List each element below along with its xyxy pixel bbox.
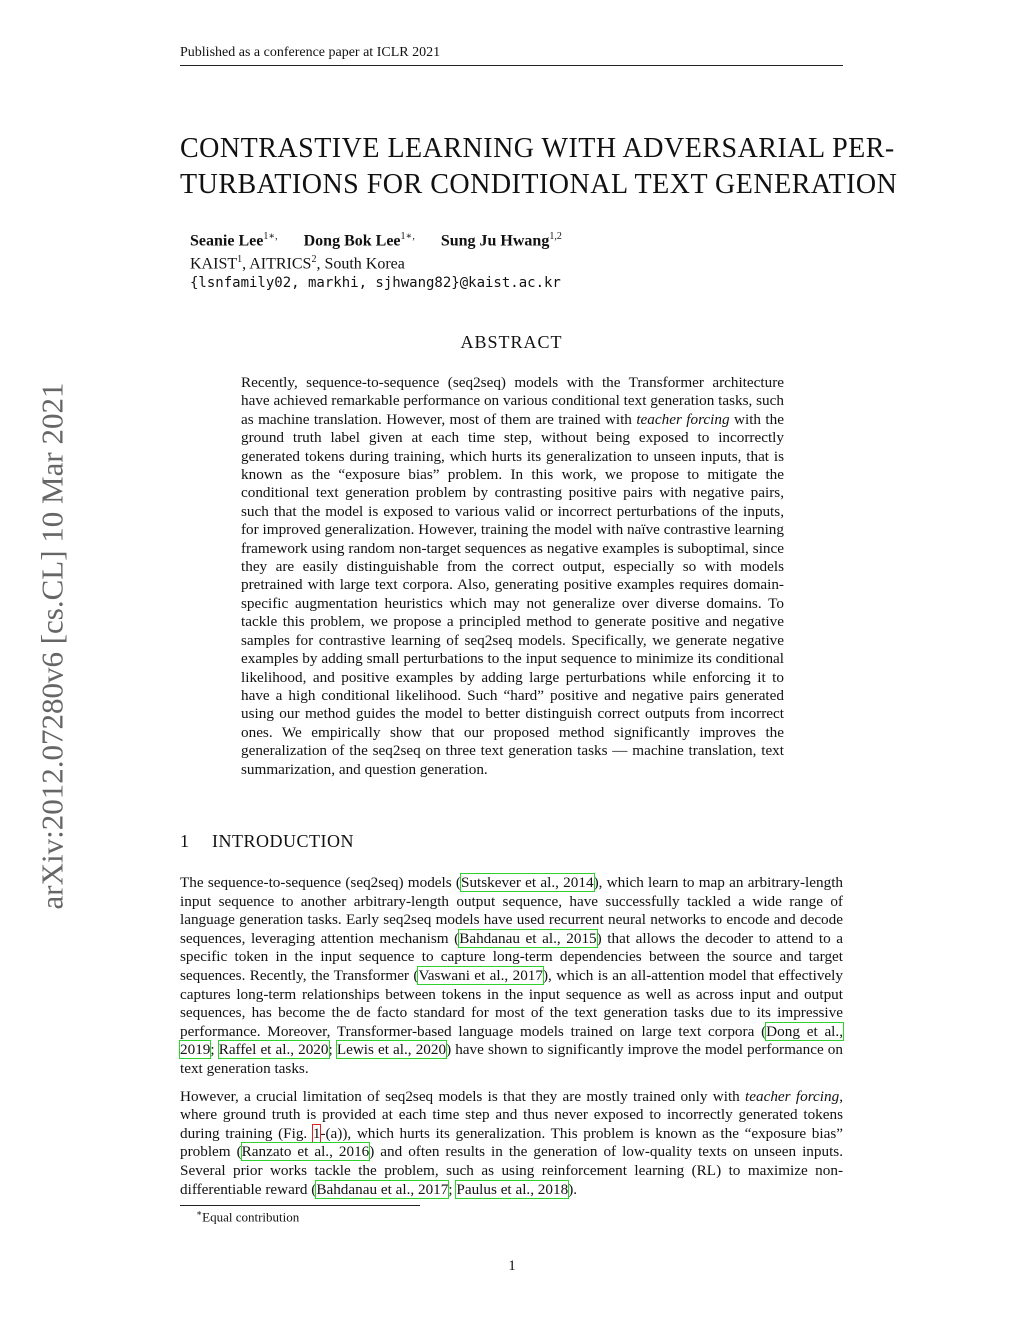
citation-link[interactable]: Bahdanau et al., 2017 xyxy=(316,1180,449,1198)
paragraph xyxy=(180,1088,843,1200)
text-run: , where ground truth is provided at each time step and thus never exposed to incorrectly generated tokens during training (Fig. xyxy=(180,1087,843,1142)
author-name: Dong Bok Lee xyxy=(303,232,401,250)
affiliations xyxy=(190,250,790,273)
author-block xyxy=(190,227,790,293)
author-names xyxy=(190,227,790,250)
affiliation-country: , South Korea xyxy=(316,255,405,273)
section-number: 1 xyxy=(180,831,190,851)
text-run: ), which learn to map an arbitrary-length input sequence to another arbitrary-length output sequence, have successfully tackled a wide range of language generation tasks. Early seq2seq models have used recurrent neural networks to encode and decode sequences, leveraging attention mechanism ( xyxy=(180,874,844,947)
citation-link[interactable]: Bahdanau et al., 2015 xyxy=(459,929,597,947)
page-number: 1 xyxy=(508,1258,516,1274)
author-sup: 1∗, xyxy=(263,231,278,242)
arxiv-identifier-margin xyxy=(32,352,72,940)
abstract-text: with the ground truth label given at each time step, without being exposed to incorrectly generated tokens during training, which hurts its generalization to unseen inputs, that is known as the “exposure bias” problem. In this work, we propose to mitigate the conditional text generation problem by contrasting positive pairs with negative pairs, such that the model is exposed to various valid or incorrect perturbations of the inputs, for improved generalization. However, training the model with naïve contrastive learning framework using random non-target sequences as negative examples is suboptimal, since they are easily distinguishable from the correct output, especially so with models pretrained with large text corpora. Also, generating positive examples requires domain-specific augmentation heuristics which may not generalize over diverse domains. To tackle this problem, we propose a principled method to generate positive and negative samples for contrastive learning of seq2seq models. Specifically, we generate negative examples by adding small perturbations to the input sequence to minimize its conditional likelihood, and positive examples by adding large perturbations while enforcing it to have a high conditional likelihood. Such “hard” positive and negative pairs generated using our method guides the model to better distinguish correct outputs from incorrect ones. We empirically show that our proposed method significantly improves the generalization of the seq2seq on three text generation tasks — machine translation, text summarization, and question generation. xyxy=(241,410,784,778)
footnote-divider xyxy=(180,1205,420,1206)
author-sup: 1∗, xyxy=(400,231,415,242)
running-head: Published as a conference paper at ICLR 2021 xyxy=(180,45,843,66)
text-run: ). xyxy=(568,1180,578,1198)
text-run: ), which is an all-attention model that effectively captures long-term relationships between tokens in the input sequence as well as across input and output sequences, has become the de facto standard for most of the text generation tasks due to its impressive performance. Moreover, Transformer-based language models trained on large text corpora ( xyxy=(180,966,843,1040)
paragraph xyxy=(180,874,843,1079)
footnote-text: Equal contribution xyxy=(202,1209,300,1225)
footnote-marker: ∗ xyxy=(196,1208,203,1218)
citation-link[interactable]: Ranzato et al., 2016 xyxy=(241,1143,370,1161)
author-name: Seanie Lee xyxy=(190,232,264,250)
text-run: ; xyxy=(328,1041,337,1059)
text-run: ) have shown to significantly improve the model performance on text generation tasks. xyxy=(180,1041,843,1077)
affiliation-aitrics: , AITRICS xyxy=(242,255,312,273)
title-line-1: CONTRASTIVE LEARNING WITH ADVERSARIAL PER- xyxy=(180,133,895,164)
text-run: ) that allows the decoder to attend to a specific token in the input sequence to capture long-term dependencies between the source and target sequences. Recently, the Transformer ( xyxy=(180,929,843,984)
footnote xyxy=(196,1208,299,1225)
text-run: However, a crucial limitation of seq2seq models is that they are mostly trained only with xyxy=(180,1087,746,1105)
paper-title xyxy=(180,131,898,203)
section-title: INTRODUCTION xyxy=(212,831,354,851)
author-emails: {lsnfamily02, markhi, sjhwang82}@kaist.ac.kr xyxy=(190,274,561,291)
citation-link[interactable]: Paulus et al., 2018 xyxy=(456,1180,569,1198)
italic-run: teacher forcing xyxy=(745,1087,840,1105)
affiliation-sup: 2 xyxy=(311,254,317,266)
section-heading-introduction xyxy=(180,831,580,852)
figure-reference-link[interactable]: 1 xyxy=(312,1124,321,1142)
text-run: ; xyxy=(210,1041,219,1059)
title-line-2: TURBATIONS FOR CONDITIONAL TEXT GENERATION xyxy=(180,169,898,200)
affiliation-kaist: KAIST xyxy=(190,255,238,273)
author-name: Sung Ju Hwang xyxy=(440,232,550,250)
citation-link[interactable]: Lewis et al., 2020 xyxy=(336,1041,447,1059)
abstract-heading: ABSTRACT xyxy=(460,332,563,352)
affiliation-sup: 1 xyxy=(237,254,243,266)
abstract-text: Recently, sequence-to-sequence (seq2seq) models with the Transformer architecture have achieved remarkable performance on various conditional text generation tasks, such as machine translation. However, most of them are trained with xyxy=(241,374,784,428)
text-run: ) and often results in the generation of low-quality texts on unseen inputs. Several prior works tackle the problem, such as using reinforcement learning (RL) to maximize non-differentiable reward ( xyxy=(180,1143,844,1198)
arxiv-identifier: arXiv:2012.07280v6 [cs.CL] 10 Mar 2021 xyxy=(34,382,69,910)
citation-link[interactable]: Vaswani et al., 2017 xyxy=(418,966,543,984)
text-run: ; xyxy=(448,1180,457,1198)
abstract-italic: teacher forcing xyxy=(636,410,730,428)
text-run: The sequence-to-sequence (seq2seq) models ( xyxy=(180,874,461,891)
text-run: -(a)), which hurts its generalization. This problem is known as the “exposure bias” problem ( xyxy=(180,1124,843,1161)
introduction-body xyxy=(180,874,843,1208)
citation-link[interactable]: Dong et al., 2019 xyxy=(180,1022,843,1059)
citation-link[interactable]: Sutskever et al., 2014 xyxy=(461,874,594,891)
citation-link[interactable]: Raffel et al., 2020 xyxy=(218,1041,329,1059)
author-sup: 1,2 xyxy=(549,231,562,242)
abstract-body xyxy=(241,374,784,779)
